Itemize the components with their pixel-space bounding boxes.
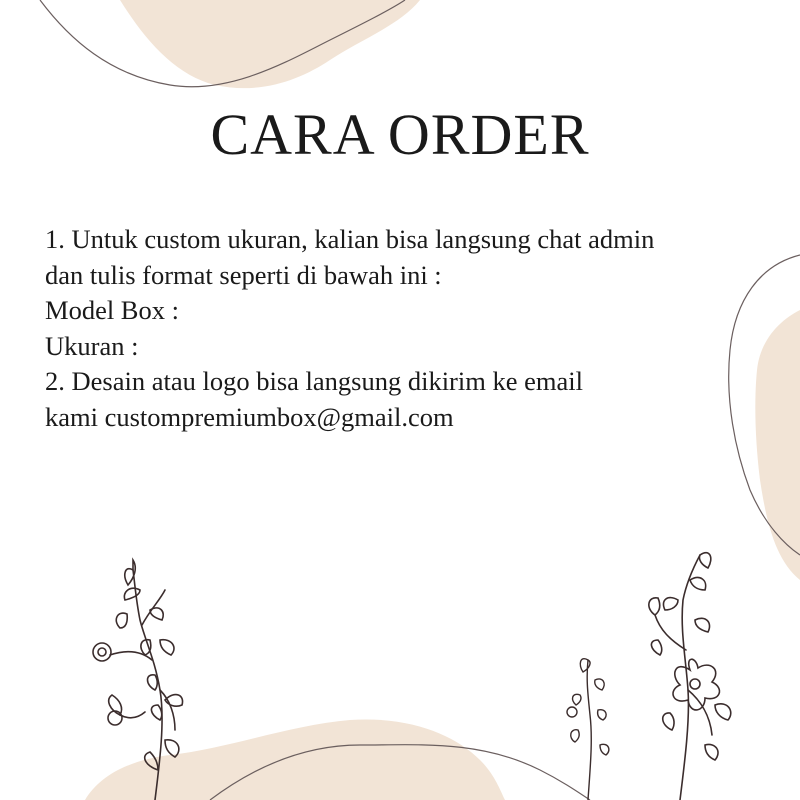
instruction-line-4: Ukuran : bbox=[45, 330, 139, 361]
page-title: CARA ORDER bbox=[210, 102, 590, 167]
floral-sprig-small-icon bbox=[567, 659, 609, 800]
instruction-line-2: dan tulis format seperti di bawah ini : bbox=[45, 259, 442, 290]
instruction-line-5: 2. Desain atau logo bisa langsung dikirim ke email bbox=[45, 366, 583, 396]
floral-branch-right-icon bbox=[649, 553, 731, 800]
instruction-line-3: Model Box : bbox=[45, 295, 179, 325]
instruction-line-6: kami custompremiumbox@gmail.com bbox=[45, 401, 454, 432]
instruction-line-1: 1. Untuk custom ukuran, kalian bisa langsung chat admin bbox=[45, 224, 655, 254]
bottom-beige-blob bbox=[85, 719, 505, 800]
top-beige-blob bbox=[120, 0, 420, 88]
instructions-text bbox=[45, 222, 765, 435]
